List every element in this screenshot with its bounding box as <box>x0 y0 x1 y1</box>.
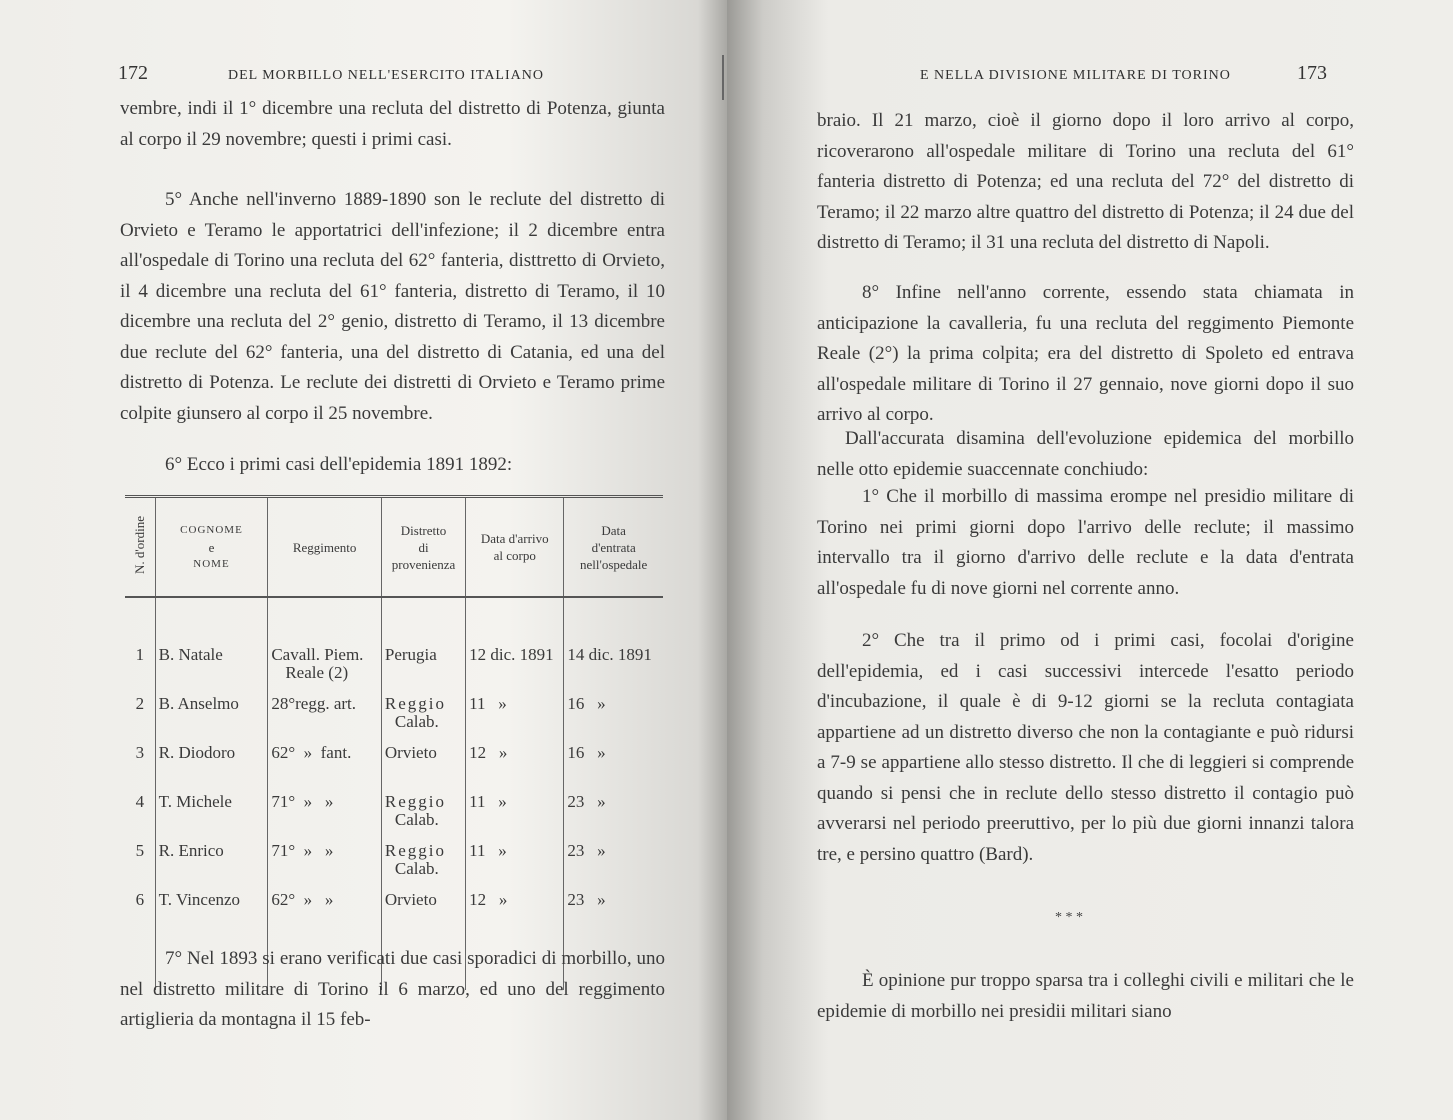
left-paragraph-1: vembre, indi il 1° dicembre una recluta del distretto di Potenza, giunta al corpo il 29 novembre; questi i primi casi. <box>120 98 665 150</box>
table-row: 5 R. Enrico 71° » » Reggio Calab. 11 » 23 » <box>125 842 663 891</box>
header-n-ordine: N. d'ordine <box>125 497 155 598</box>
header-distretto: Distretto di provenienza <box>381 497 465 598</box>
right-closing-paragraph: È opinione pur troppo sparsa tra i colleghi civili e militari che le epidemie di morbillo nei presidii militari siano <box>817 970 1354 1022</box>
right-running-head: E NELLA DIVISIONE MILITARE DI TORINO <box>920 68 1231 83</box>
left-paragraph-2: 5° Anche nell'inverno 1889-1890 son le reclute del distretto di Orvieto e Teramo le apportatrici dell'infezione; il 2 dicembre entra all'ospedale di Torino una recluta del 62° fanteria, disttretto di Orvieto, il 4 dicembre una recluta del 61° fanteria, distretto di Teramo, il 10 dicembre una recluta del 2° genio, distretto di Teramo, il 13 dicembre due reclute del 62° fanteria, una del distretto di Catania, ed una del distretto di Potenza. Le reclute dei distretti di Orvieto e Teramo prime colpite giunsero al corpo il 25 novembre. <box>120 189 665 424</box>
left-paragraph-3: 6° Ecco i primi casi dell'epidemia 1891 1892: <box>165 454 513 475</box>
right-paragraph-2: 8° Infine nell'anno corrente, essendo stata chiamata in anticipazione la cavalleria, fu una recluta del reggimento Piemonte Reale (2°) la prima colpita; era del distretto di Spoleto ed entrava all'ospedale militare di Torino il 27 gennaio, nove giorni dopo il suo arrivo al corpo. <box>817 282 1354 425</box>
table-spacer-row <box>125 597 663 646</box>
table-row: 6 T. Vincenzo 62° » » Orvieto 12 » 23 » <box>125 891 663 940</box>
header-data-entrata: Data d'entrata nell'ospedale <box>564 497 663 598</box>
table-row: 4 T. Michele 71° » » Reggio Calab. 11 » 23 » <box>125 793 663 842</box>
gutter-line <box>722 55 724 100</box>
table-row: 1 B. Natale Cavall. Piem. Reale (2) Perugia 12 dic. 1891 14 dic. 1891 <box>125 646 663 695</box>
table-row: 3 R. Diodoro 62° » fant. Orvieto 12 » 16 » <box>125 744 663 793</box>
cases-table <box>125 495 663 990</box>
left-closing-paragraph: 7° Nel 1893 si erano verificati due casi sporadici di morbillo, uno nel distretto militare di Torino il 6 marzo, ed uno del reggimento artiglieria da montagna il 15 feb- <box>120 948 665 1030</box>
header-cognome: COGNOME e NOME <box>155 497 268 598</box>
right-paragraph-4: 1° Che il morbillo di massima erompe nel presidio militare di Torino nei primi giorni dopo l'arrivo delle reclute; il massimo intervallo tra il giorno d'arrivo delle reclute e la data d'entrata all'ospedale fu di nove giorni nel corrente anno. <box>817 486 1354 599</box>
right-paragraph-3: Dall'accurata disamina dell'evoluzione epidemica del morbillo nelle otto epidemie suaccennate conchiudo: <box>817 428 1354 480</box>
header-reggimento: Reggimento <box>268 497 382 598</box>
table-row: 2 B. Anselmo 28°regg. art. Reggio Calab. 11 » 16 » <box>125 695 663 744</box>
left-running-head: DEL MORBILLO NELL'ESERCITO ITALIANO <box>228 68 544 83</box>
right-paragraph-1: braio. Il 21 marzo, cioè il giorno dopo il loro arrivo al corpo, ricoverarono all'ospedale militare di Torino una recluta del 61° fanteria distretto di Potenza; ed una recluta del 72° del distretto di Teramo; il 22 marzo altre quattro del distretto di Potenza; il 24 due del distretto di Teramo; il 31 una recluta del distretto di Napoli. <box>817 110 1354 253</box>
table-header-row <box>125 497 663 598</box>
right-paragraph-5: 2° Che tra il primo od i primi casi, focolai d'origine dell'epidemia, ed i casi successivi intercede l'esatto periodo d'incubazione, il quale è di 9-12 giorni se la recluta contagiata appartiene ad un distretto diverso che non la contagiante e può ridursi a 7-9 se appartiene allo stesso distretto. Il che di leggieri si comprende quando si pensi che in reclute dello stesso distretto il contagio può avverarsi nel periodo preeruttivo, per lo più due giorni innanzi talora tre, e persino quattro (Bard). <box>817 630 1354 865</box>
right-page-number: 173 <box>1297 62 1327 84</box>
header-data-arrivo: Data d'arrivo al corpo <box>466 497 564 598</box>
left-page-number: 172 <box>118 62 148 84</box>
right-page <box>727 0 1453 1120</box>
section-separator: * * * <box>1055 910 1083 925</box>
